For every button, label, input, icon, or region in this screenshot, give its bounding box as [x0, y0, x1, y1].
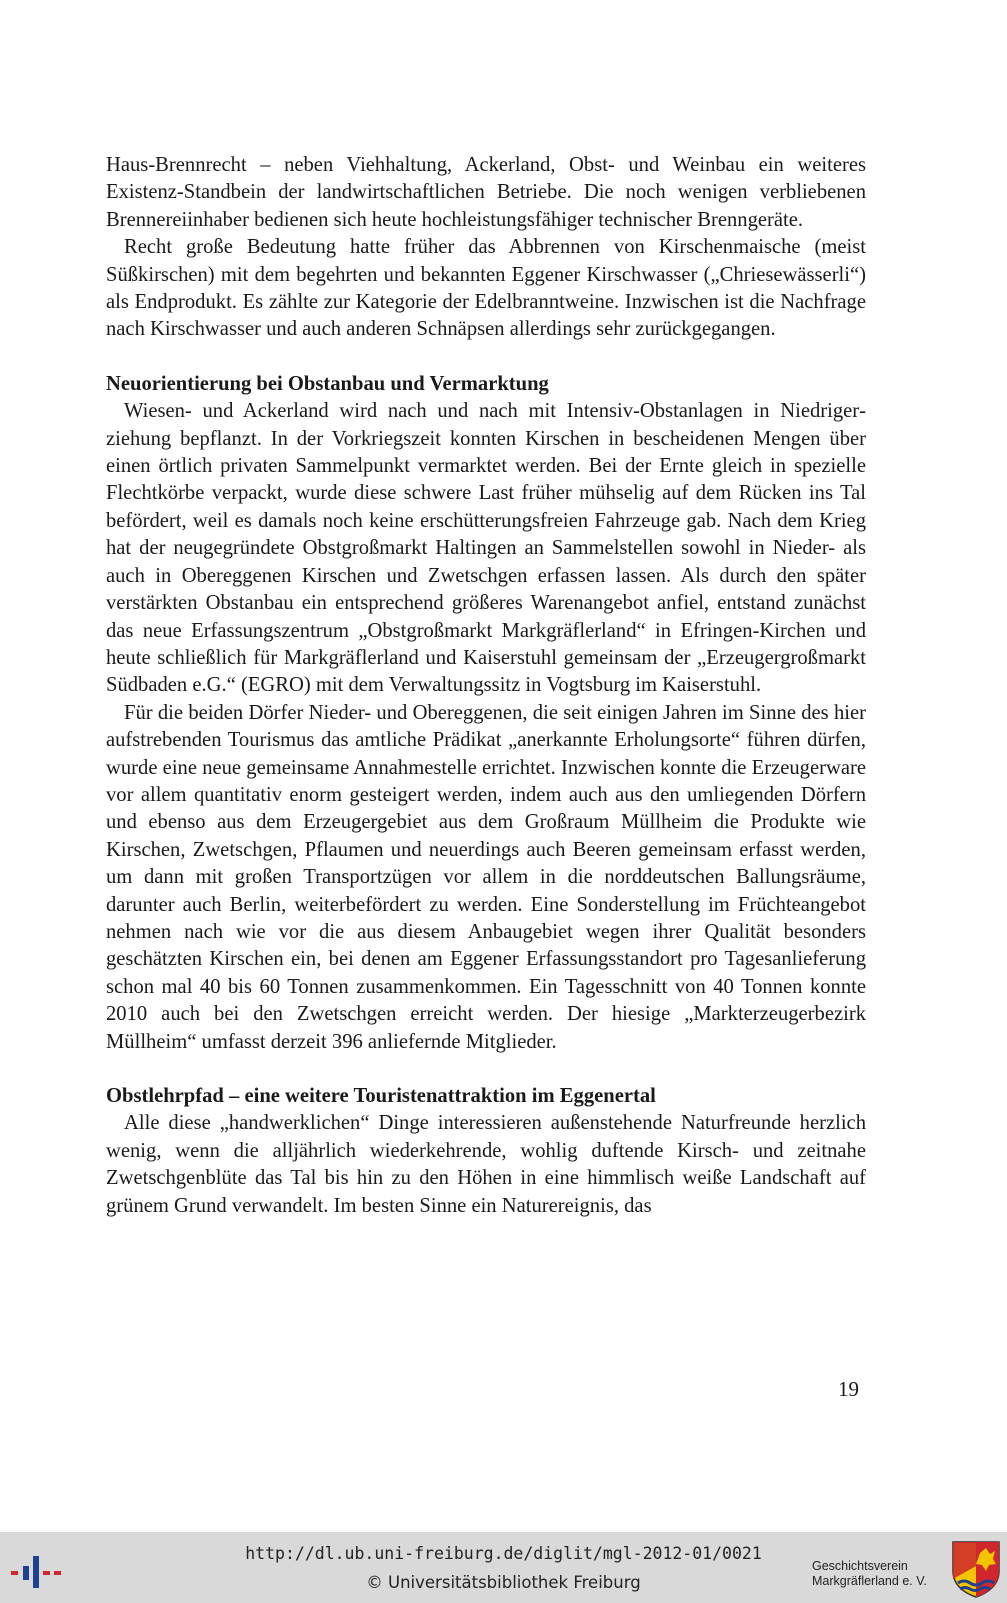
footer-url-link[interactable]: http://dl.ub.uni-freiburg.de/diglit/mgl-2012-01/0021 [245, 1544, 762, 1563]
footer-organization [812, 1559, 947, 1589]
paragraph: Wiesen- und Ackerland wird nach und nach mit Intensiv-Obstanlagen in Niedrigerziehung bepflanzt. In der Vorkriegszeit konnten Kirschen in bescheidenen Mengen über einen örtlich privaten Sammelpunkt vermarktet werden. Bei der Ernte gleich in spezielle Flechtkörbe verpackt, wurde diese schwere Last früher mühselig auf dem Rücken ins Tal befördert, weil es damals noch keine erschütterungsfreien Fahrzeuge gab. Nach dem Krieg hat der neugegründete Obstgroßmarkt Haltingen an Sammelstellen sowohl in Nieder- als auch in Obereggenen Kirschen und Zwetschgen erfassen lassen. Als durch den später verstärkten Obstanbau ein entsprechend größeres Warenangebot anfiel, entstand zunächst das neue Erfassungszentrum „Obstgroßmarkt Markgräflerland“ in Efringen-Kirchen und heute schließlich für Markgräflerland und Kaiserstuhl gemeinsam der „Erzeugergroßmarkt Südbaden e.G.“ (EGRO) mit dem Verwaltungssitz in Vogtsburg im Kaiserstuhl. [106, 400, 866, 697]
section-heading: Neuorientierung bei Obstanbau und Vermarktung [106, 372, 549, 395]
footer-bar [0, 1532, 1007, 1603]
page-number: 19 [838, 1377, 859, 1401]
footer-org-line: Markgräflerland e. V. [812, 1574, 927, 1588]
markgraeflerland-crest-icon [950, 1539, 1002, 1599]
paragraph: Recht große Bedeutung hatte früher das Abbrennen von Kirschenmaische (meist Süßkirschen) mit dem begehrten und bekannten Eggener Kirschwasser („Chriesewässerli“) als Endprodukt. Es zählte zur Kategorie der Edelbranntweine. Inzwischen ist die Nachfrage nach Kirschwasser und auch anderen Schnäpsen allerdings sehr zurückgegangen. [106, 236, 866, 341]
paragraph: Für die beiden Dörfer Nieder- und Obereggenen, die seit einigen Jahren im Sinne des hier aufstrebenden Tourismus das amtliche Prädikat „anerkannte Erholungsorte“ führen dürfen, wurde eine neue gemeinsame Annahmestelle errichtet. Inzwischen konnte die Erzeugerware vor allem quantitativ enorm gesteigert werden, indem auch aus den umliegenden Dörfern und ebenso aus dem Erzeugergebiet aus dem Großraum Müllheim die Produkte wie Kirschen, Zwetschgen, Pflaumen und neuerdings auch Beeren gemeinsam erfasst werden, um dann mit großen Transportzügen vor allem in die norddeutschen Ballungsräume, darunter auch Berlin, weiterbefördert zu werden. Eine Sonderstellung im Früchteangebot nehmen nach wie vor die aus diesem Anbaugebiet wegen ihrer Qualität besonders geschätzten Kirschen ein, bei denen am Eggener Erfassungsstandort pro Tagesanlieferung schon mal 40 bis 60 Tonnen zusammenkommen. Ein Tagesschnitt von 40 Tonnen konnte 2010 auch bei den Zwetschgen erreicht werden. Der hiesige „Markterzeugerbezirk Müllheim“ umfasst derzeit 396 anliefernde Mitglieder. [106, 701, 866, 1053]
footer-org-line: Geschichtsverein [812, 1559, 908, 1573]
paragraph: Haus-Brennrecht – neben Viehhaltung, Ackerland, Obst- und Weinbau ein weiteres Existenz-Standbein der landwirtschaftlichen Betriebe. Die noch wenigen verbliebenen Brennereiinhaber bedienen sich heute hochleistungsfähiger technischer Brenngeräte. [106, 154, 866, 231]
footer-copyright: © Universitätsbibliothek Freiburg [366, 1573, 641, 1592]
page-body [106, 152, 866, 1220]
section-heading: Obstlehrpfad – eine weitere Touristenattraktion im Eggenertal [106, 1085, 656, 1107]
paragraph: Alle diese „handwerklichen“ Dinge interessieren außenstehende Naturfreunde herzlich wenig, wenn die alljährlich wiederkehrende, wohlig duftende Kirsch- und zeitnahe Zwetschgenblüte das Tal bis hin zu den Höhen in eine himmlisch weiße Landschaft auf grünem Grund verwandelt. Im besten Sinne ein Naturereignis, das [106, 1112, 866, 1217]
